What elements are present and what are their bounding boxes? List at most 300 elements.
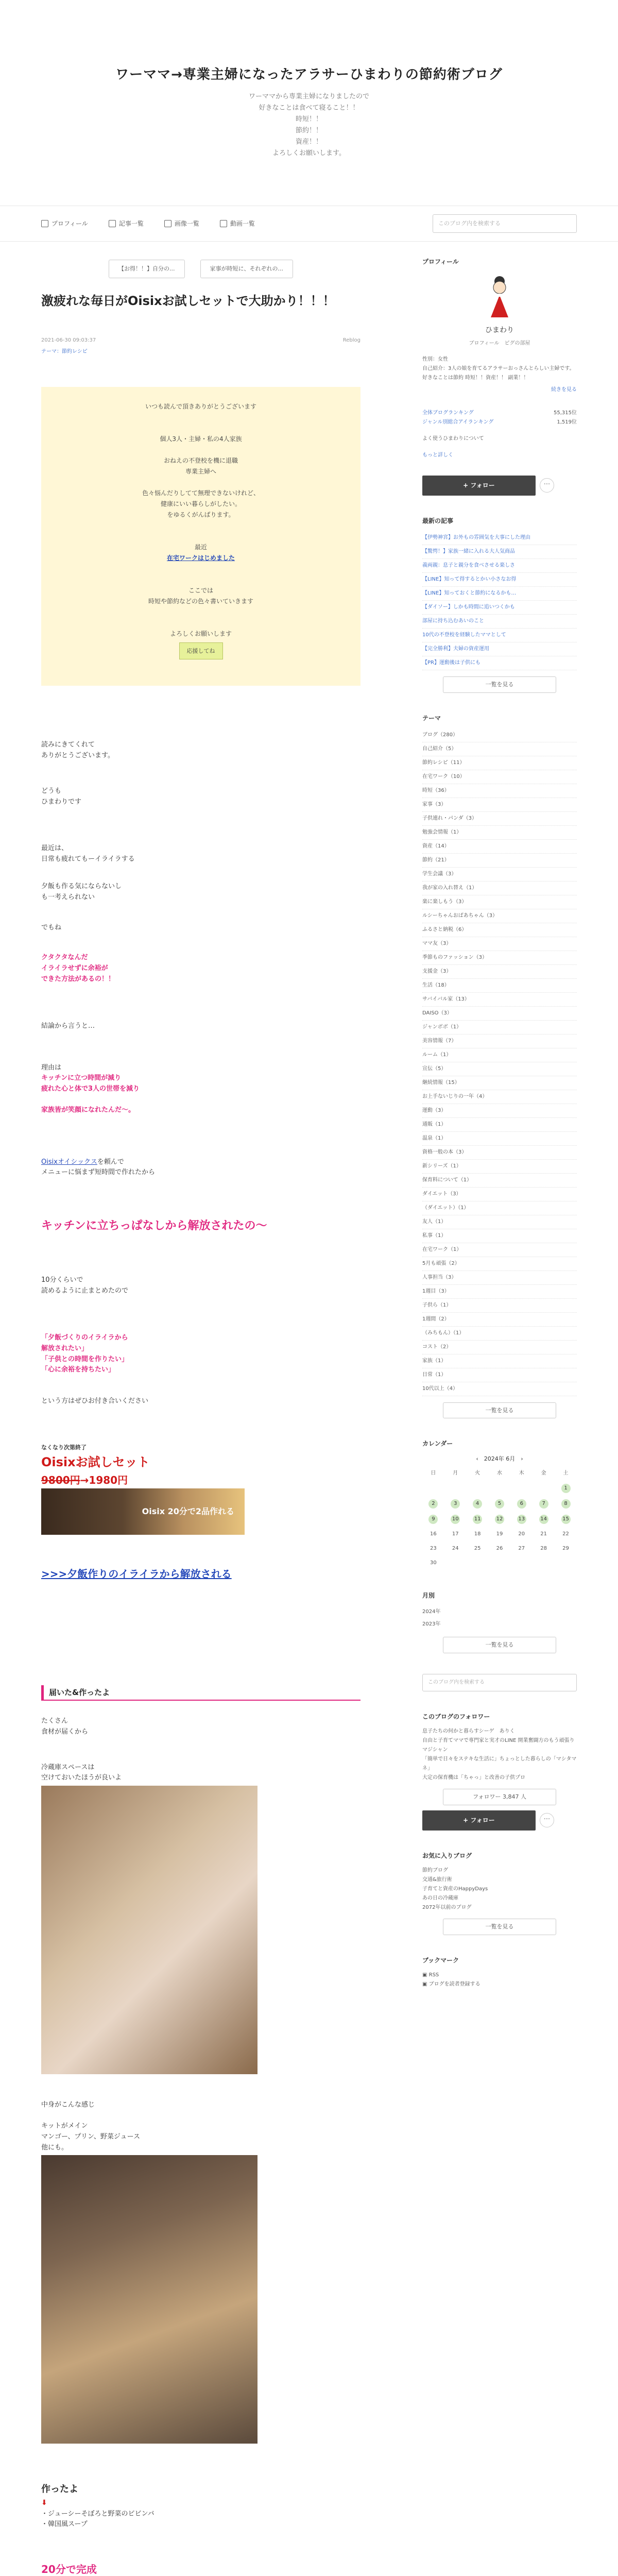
box-line: 専業主婦へ — [185, 468, 216, 476]
favorite-item[interactable]: 節約ブログ — [422, 1868, 448, 1874]
box-line — [62, 574, 340, 585]
theme-item[interactable]: コスト（2） — [422, 1341, 577, 1354]
follow-button[interactable]: + フォロー — [422, 476, 536, 496]
calendar-day[interactable] — [422, 1512, 444, 1527]
prev-month-icon[interactable]: ‹ — [476, 1455, 478, 1462]
more-icon[interactable]: ··· — [540, 1813, 554, 1827]
recent-item[interactable]: 10代の不登校を経験したママとして — [422, 629, 577, 642]
theme-item[interactable]: ママ友（3） — [422, 937, 577, 951]
text-line: マンゴー、プリン、野菜ジュース — [41, 2132, 141, 2141]
archive-list — [422, 1606, 577, 1631]
recent-block — [422, 516, 577, 693]
blog-title[interactable]: ワーママ→専業主婦になったアラサーひまわりの節約術ブログ — [115, 67, 503, 82]
calendar-day — [467, 1556, 489, 1570]
paragraph: という方はぜひお付き合いください — [41, 1397, 149, 1405]
post-meta — [41, 336, 360, 345]
theme-item[interactable]: お上手ないじりの一年（4） — [422, 1090, 577, 1104]
favorites-block — [422, 1851, 577, 1935]
calendar-day[interactable] — [533, 1512, 555, 1527]
recent-item[interactable]: 【完全勝利】夫婦の資産運用 — [422, 642, 577, 656]
list-item: ・韓国風スープ — [41, 2520, 88, 2529]
calendar-day[interactable] — [444, 1512, 467, 1527]
follow-area — [422, 1810, 577, 1831]
recent-list — [422, 531, 577, 670]
theme-item[interactable]: 5月も頑張（2） — [422, 1257, 577, 1271]
banner-text: Oisix 20分で2品作れる — [142, 1506, 234, 1517]
headline: キッチンに立ちっぱなしから解放されたの〜 — [41, 1219, 267, 1233]
nav-articles[interactable] — [109, 219, 144, 229]
emphasis-paragraph: 家族皆が笑顔になれたんだ〜。 — [41, 1106, 135, 1114]
calendar-block — [422, 1439, 577, 1570]
theme-item[interactable]: ルーム（1） — [422, 1048, 577, 1062]
oisix-banner[interactable] — [41, 1488, 245, 1535]
delivery-photo[interactable] — [41, 1786, 258, 2074]
favorites-more-button[interactable]: 一覧を見る — [443, 1919, 556, 1935]
theme-item[interactable]: 継続情報（15） — [422, 1076, 577, 1090]
calendar-weekday: 火 — [475, 1470, 480, 1477]
theme-item[interactable]: ダイエット（3） — [422, 1188, 577, 1201]
box-line: 色々悩んだりしてて無理できないけれど、 — [142, 489, 260, 497]
recent-item[interactable]: 【PR】運動後は子供にも — [422, 656, 577, 670]
calendar-day — [422, 1481, 444, 1496]
favorite-item[interactable]: 子育てと資産のHappyDays — [422, 1886, 488, 1892]
box-line: 健康にいい暮らしがしたい。 — [160, 500, 241, 508]
theme-item[interactable]: 1週目（3） — [422, 1285, 577, 1299]
calendar-day[interactable] — [555, 1541, 577, 1556]
calendar-day-number: 9 — [428, 1515, 438, 1524]
box-line — [62, 445, 340, 455]
calendar-day-number: 13 — [517, 1515, 526, 1524]
calendar-day-number: 16 — [430, 1531, 437, 1537]
sidebar-heading: カレンダー — [422, 1440, 453, 1448]
sidebar-heading: 最新の記事 — [422, 517, 454, 524]
more-icon[interactable]: ··· — [540, 478, 554, 493]
theme-item[interactable]: 時短（36） — [422, 784, 577, 798]
theme-item[interactable]: （ダイエット）（1） — [422, 1201, 577, 1215]
text-line: 他にも。 — [41, 2143, 68, 2151]
subscribe-icon: ▣ — [422, 1981, 427, 1987]
rss-icon: ▣ — [422, 1972, 427, 1978]
bookmark-list — [422, 1971, 577, 1989]
post-date: 2021-06-30 09:03:37 — [41, 337, 96, 344]
text-line: 10分くらいで — [41, 1276, 83, 1284]
theme-item[interactable]: 保育料について（1） — [422, 1174, 577, 1188]
text-line: 日常も疲れてもーイライラする — [41, 855, 135, 863]
box-line: 最近 — [194, 544, 207, 551]
calendar-day-number: 8 — [561, 1499, 571, 1509]
paragraph — [41, 843, 360, 865]
calendar-weekday: 木 — [519, 1470, 524, 1477]
text-line: ありがとうございます。 — [41, 751, 114, 759]
profile-tabs[interactable]: ブロフィール ピグの部屋 — [469, 340, 530, 346]
theme-item[interactable]: 私事（1） — [422, 1229, 577, 1243]
theme-item[interactable]: ジャンボボ（1） — [422, 1021, 577, 1035]
calendar-day[interactable] — [510, 1496, 533, 1512]
follower-item[interactable]: 息子たちの何かと暮らすシーゲ ありく — [422, 1728, 515, 1735]
box-line: おねえの不登校を機に退職 — [163, 457, 238, 465]
text-line: 読みにきてくれて — [41, 741, 95, 749]
calendar-day-number: 2 — [428, 1499, 438, 1509]
followers-list — [422, 1727, 577, 1783]
article-pager — [41, 260, 360, 278]
calendar-day-number: 4 — [473, 1499, 482, 1509]
text-line: を頼んで — [97, 1158, 124, 1166]
calendar-day[interactable] — [489, 1496, 511, 1512]
follower-item[interactable]: 「簡単で日々をステキな生活に」ちょっとした暮らしの「マシタマネ」 — [422, 1756, 577, 1772]
calendar-day-number: 30 — [430, 1560, 437, 1566]
box-line: ここでは — [188, 587, 213, 595]
calendar-day-number: 10 — [451, 1515, 460, 1524]
calendar-weekday: 月 — [453, 1470, 458, 1477]
theme-more-button[interactable]: 一覧を見る — [443, 1402, 556, 1419]
main-column — [41, 257, 360, 2576]
calendar-day[interactable] — [510, 1541, 533, 1556]
recent-item[interactable]: 【驚愕！】家族一緒に入れる大人気商品 — [422, 545, 577, 559]
text-line: 食材が届くから — [41, 1727, 89, 1736]
calendar-day[interactable] — [422, 1527, 444, 1541]
sidebar-heading: このブログのフォロワー — [422, 1713, 490, 1721]
calendar-day — [510, 1481, 533, 1496]
paragraph — [41, 740, 360, 761]
theme-item[interactable]: 在宅ワーク（10） — [422, 770, 577, 784]
paragraph — [41, 786, 360, 808]
recent-item[interactable]: 【ダイソー】しかも時間に追いつくかも — [422, 601, 577, 615]
favorite-item[interactable]: 交通&旅行術 — [422, 1877, 452, 1883]
theme-item[interactable]: 季節ものファッション（3） — [422, 951, 577, 965]
text-line: 最近は、 — [41, 844, 68, 853]
calendar-day[interactable] — [467, 1527, 489, 1541]
subscribe-link[interactable] — [422, 1980, 577, 1989]
calendar-day[interactable] — [555, 1512, 577, 1527]
theme-item[interactable]: 日常（1） — [422, 1368, 577, 1382]
box-line — [62, 520, 340, 531]
calendar-day-number: 3 — [451, 1499, 460, 1509]
nav-label: 記事一覧 — [118, 219, 144, 227]
calendar-day[interactable] — [422, 1556, 444, 1570]
made-title: 作ったよ — [41, 2484, 78, 2495]
follow-button[interactable]: + フォロー — [422, 1810, 536, 1831]
sidebar-search — [422, 1674, 577, 1691]
calendar-weekday: 水 — [496, 1470, 502, 1477]
calendar-day[interactable] — [444, 1496, 467, 1512]
text-line: できた方法があるの！！ — [41, 975, 115, 983]
deal-price — [41, 1472, 360, 1488]
calendar-day-number: 21 — [540, 1531, 547, 1537]
cta-block — [41, 1566, 360, 1582]
box-line — [62, 607, 340, 618]
text-line: たくさん — [41, 1717, 68, 1725]
calendar-day — [444, 1556, 467, 1570]
calendar-day[interactable] — [555, 1496, 577, 1512]
calendar-day — [533, 1556, 555, 1570]
desc-line: 節約！！ — [295, 126, 322, 134]
calendar-day[interactable] — [533, 1496, 555, 1512]
text-line: メニューに悩まず短時間で作れたから — [41, 1168, 156, 1177]
nav-label: プロフィール — [52, 219, 88, 227]
text-line: 疲れた心と体で3人の世帯を減り — [41, 1085, 140, 1093]
text-line: イライラせずに余裕が — [41, 964, 108, 973]
rss-link[interactable] — [422, 1971, 577, 1980]
section-heading: 届いた&作ったよ — [41, 1685, 360, 1701]
theme-item[interactable]: 通販（1） — [422, 1118, 577, 1132]
recent-item[interactable]: 【LINE】知って得するとかい小さなお得 — [422, 573, 577, 587]
paragraph — [41, 882, 360, 903]
ranking-link[interactable]: ジャンル別総合アイランキング — [422, 419, 494, 425]
cta-link[interactable]: >>>夕飯作りのイライラから解放される — [41, 1568, 232, 1581]
deal-title[interactable]: Oisixお試しセット — [41, 1454, 150, 1469]
calendar-table — [422, 1466, 577, 1570]
blog-header — [0, 0, 618, 180]
ranking-value: 55,315位 — [554, 410, 577, 416]
text-line: 空けておいたほうが良いよ — [41, 1774, 122, 1782]
calendar-day[interactable] — [489, 1541, 511, 1556]
box-line: よろしくお願いします — [169, 630, 232, 638]
oisix-link[interactable]: Oisixオイシックス — [41, 1158, 97, 1166]
text-line: 冷蔵庫スペースは — [41, 1763, 95, 1771]
calendar-day-number: 29 — [562, 1546, 569, 1552]
favorite-item[interactable]: 2072年以前のブログ — [422, 1905, 472, 1911]
box-line — [62, 412, 340, 423]
sidebar-heading: 月別 — [422, 1592, 435, 1600]
theme-item[interactable]: 新シリーズ（1） — [422, 1160, 577, 1174]
calendar-day[interactable] — [533, 1527, 555, 1541]
sidebar-heading: ブックマーク — [422, 1956, 459, 1964]
favorites-list — [422, 1866, 577, 1912]
box-line — [62, 477, 340, 488]
calendar-day-number: 24 — [452, 1546, 459, 1552]
text-line: キットがメイン — [41, 2122, 88, 2130]
old-price: 9800円 — [41, 1474, 80, 1487]
sidebar-heading: プロフィール — [422, 258, 459, 266]
calendar-day — [444, 1481, 467, 1496]
theme-item[interactable]: 節約レシピ（11） — [422, 756, 577, 770]
nav-label: 動画一覧 — [230, 219, 255, 227]
calendar-day — [489, 1481, 511, 1496]
recent-item[interactable]: 義両親：息子と親分を食べさせる楽しさ — [422, 559, 577, 573]
theme-item[interactable]: 家事（3） — [422, 798, 577, 812]
profile-block — [422, 257, 577, 496]
archive-item[interactable]: 2024年 — [422, 1609, 441, 1615]
list-icon — [109, 220, 116, 227]
theme-item[interactable]: 資格一般の本（3） — [422, 1146, 577, 1160]
box-line: をゆるくがんばります。 — [167, 511, 235, 519]
theme-item[interactable]: 宣伝（5） — [422, 1062, 577, 1076]
intro-box — [41, 387, 360, 686]
theme-item[interactable]: DAISO（3） — [422, 1007, 577, 1021]
reblog-button[interactable]: Reblog — [342, 337, 360, 344]
ranking-link[interactable]: 全体ブログランキング — [422, 410, 474, 416]
calendar-day[interactable] — [467, 1541, 489, 1556]
desc-line: よろしくお願いします。 — [272, 149, 346, 158]
calendar-day[interactable] — [444, 1527, 467, 1541]
recent-item[interactable]: 部屋に持ち込むあいのこと — [422, 615, 577, 629]
text-line: も一考えられない — [41, 893, 95, 901]
calendar-day-number: 23 — [430, 1546, 437, 1552]
desc-line: ワーママから専業主婦になりましたので — [248, 92, 369, 100]
archive-more-button[interactable]: 一覧を見る — [443, 1637, 556, 1653]
calendar-day-number: 1 — [561, 1484, 571, 1493]
list-item: ・ジューシーそぼろと野菜のビビンバ — [41, 2510, 154, 2518]
calendar-day-number: 25 — [474, 1546, 481, 1552]
blog-description — [0, 91, 618, 160]
theme-item[interactable]: 10代以上（4） — [422, 1382, 577, 1396]
recent-item[interactable]: 【LINE】知っておくと節約になるかも… — [422, 587, 577, 601]
ranking-more-link[interactable]: もっと詳しく — [422, 452, 453, 458]
calendar-day[interactable] — [510, 1527, 533, 1541]
calendar-day[interactable] — [489, 1527, 511, 1541]
theme-item[interactable]: 資産（14） — [422, 840, 577, 854]
followers-count[interactable]: フォロワー 3,847 人 — [443, 1789, 556, 1805]
favorite-item[interactable]: あの日の冷蔵庫 — [422, 1895, 458, 1902]
calendar-day-number: 7 — [539, 1499, 548, 1509]
sidebar-search-input[interactable]: このブログ内を検索する — [422, 1674, 577, 1691]
box-line — [62, 618, 340, 629]
box-line: 時短や節約などの色々書いていきます — [148, 598, 253, 605]
theme-item[interactable]: 子供ら（1） — [422, 1299, 577, 1313]
theme-item[interactable]: 美容情報（7） — [422, 1035, 577, 1048]
support-button[interactable]: 応援してね — [179, 642, 223, 659]
theme-item[interactable]: 勉強会情報（1） — [422, 826, 577, 840]
follower-item[interactable]: 大定の保育機は「ちゃっ」と改善の子供プロ — [422, 1775, 525, 1781]
calendar-day-number: 17 — [452, 1531, 459, 1537]
text-line: どうも — [41, 787, 62, 795]
emphasis-paragraph — [41, 1073, 360, 1095]
theme-item[interactable]: 友人（1） — [422, 1215, 577, 1229]
emphasis-paragraph — [41, 953, 360, 985]
text-line: 「子供との時間を作りたい」 — [41, 1355, 129, 1363]
paragraph — [41, 2121, 360, 2153]
theme-item[interactable]: 家族（1） — [422, 1354, 577, 1368]
video-icon — [220, 220, 227, 227]
calendar-day[interactable] — [555, 1481, 577, 1496]
desc-line: 好きなことは食べて寝ること！！ — [259, 104, 359, 112]
theme-item[interactable]: ふるさと納税（6） — [422, 923, 577, 937]
archive-block — [422, 1591, 577, 1653]
bookmark-block — [422, 1956, 577, 1989]
post-title[interactable]: 激疲れな毎日がOisixお試しセットで大助かり！！！ — [41, 293, 335, 308]
calendar-day-number: 11 — [473, 1515, 482, 1524]
theme-item[interactable]: 生活（18） — [422, 979, 577, 993]
theme-item[interactable]: ブログ（280） — [422, 728, 577, 742]
theme-item[interactable]: サバイバル家（13） — [422, 993, 577, 1007]
recent-item[interactable]: 【伊勢神宮】お外もの雰囲気を大事にした理由 — [422, 531, 577, 545]
profile-text — [422, 355, 577, 383]
contents-photo[interactable] — [41, 2155, 258, 2444]
calendar-day[interactable] — [444, 1541, 467, 1556]
theme-block — [422, 714, 577, 1419]
down-arrow-icon: ⬇ — [41, 2499, 47, 2507]
calendar-day — [533, 1481, 555, 1496]
paragraph — [41, 1275, 360, 1297]
followers-block — [422, 1712, 577, 1831]
theme-item[interactable]: ルシーちゃんおばあちゃん（3） — [422, 909, 577, 923]
profile-more-link[interactable]: 続きを見る — [551, 386, 577, 393]
text-line: 解放されたい」 — [41, 1344, 89, 1352]
theme-item[interactable]: 節約（21） — [422, 854, 577, 868]
calendar-day[interactable] — [422, 1496, 444, 1512]
theme-item[interactable]: 子供連れ・パンダ（3） — [422, 812, 577, 826]
calendar-day — [489, 1556, 511, 1570]
calendar-day — [555, 1556, 577, 1570]
nav-label: 画像一覧 — [174, 219, 199, 227]
theme-item[interactable]: 運動（3） — [422, 1104, 577, 1118]
theme-item[interactable]: 楽に楽しもう（3） — [422, 895, 577, 909]
avatar[interactable] — [482, 272, 518, 318]
archive-item[interactable]: 2023年 — [422, 1621, 441, 1628]
prev-article-link[interactable]: 【お得！！】自分の... — [109, 260, 185, 278]
box-line — [62, 531, 340, 542]
nav-videos[interactable] — [220, 219, 255, 229]
calendar-day-number: 6 — [517, 1499, 526, 1509]
calendar-day-number: 27 — [518, 1546, 525, 1552]
nav-images[interactable] — [164, 219, 199, 229]
deal-block — [41, 1443, 360, 1535]
theme-item[interactable]: 人事担当（3） — [422, 1271, 577, 1285]
paragraph — [41, 1716, 360, 1738]
nav-search-input[interactable]: このブログ内を検索する — [433, 214, 577, 233]
box-line — [62, 423, 340, 434]
follower-item[interactable]: 自由と子育てママで専門家と実才のLINE 開業奮闘方のもう頑張りマジシャン — [422, 1738, 575, 1753]
theme-item[interactable]: 支援金（3） — [422, 965, 577, 979]
paragraph: でもね — [41, 923, 62, 931]
calendar-day[interactable] — [489, 1512, 511, 1527]
calendar-day — [467, 1481, 489, 1496]
new-price: →1980円 — [80, 1474, 128, 1487]
next-article-link[interactable]: 家事が時短に、それぞれの... — [200, 260, 294, 278]
text-line: クタクタなんだ — [41, 954, 88, 962]
next-month-icon[interactable]: › — [521, 1455, 523, 1462]
calendar-weekday: 金 — [541, 1470, 546, 1477]
calendar-day[interactable] — [422, 1541, 444, 1556]
calendar-day[interactable] — [510, 1512, 533, 1527]
theme-item[interactable]: 学生会議（3） — [422, 868, 577, 882]
theme-item[interactable]: （みちもん）（1） — [422, 1327, 577, 1341]
text-line: キッチンに立つ時間が減り — [41, 1074, 122, 1082]
paragraph: 結論から言うと… — [41, 1022, 95, 1030]
box-line: 個人3人・主婦・私の4人家族 — [160, 435, 242, 443]
box-line — [62, 564, 340, 574]
profile-name[interactable]: ひまわり — [485, 326, 514, 335]
paragraph — [41, 1762, 360, 1784]
calendar-day[interactable] — [555, 1527, 577, 1541]
theme-item[interactable]: 1週間（2） — [422, 1313, 577, 1327]
calendar-day-number: 22 — [562, 1531, 569, 1537]
theme-item[interactable]: 在宅ワーク（1） — [422, 1243, 577, 1257]
calendar-day-number: 12 — [495, 1515, 504, 1524]
theme-item[interactable]: 自己紹介（5） — [422, 742, 577, 756]
bookmark-label: ブログを読者登録する — [428, 1981, 480, 1987]
theme-item[interactable]: 我が家の入れ替え（1） — [422, 882, 577, 895]
sidebar-heading: テーマ — [422, 714, 441, 722]
paragraph: 理由は — [41, 1063, 62, 1072]
calendar-day[interactable] — [467, 1512, 489, 1527]
desc-line: 資産！！ — [295, 138, 322, 146]
nav-profile[interactable] — [41, 219, 88, 229]
post-theme-link[interactable]: テーマ：節約レシピ — [41, 349, 88, 355]
theme-item[interactable]: 温泉（1） — [422, 1132, 577, 1146]
remote-work-link[interactable]: 在宅ワークはじめました — [166, 554, 235, 562]
calendar-day[interactable] — [467, 1496, 489, 1512]
recent-more-button[interactable]: 一覧を見る — [443, 676, 556, 693]
calendar-weekday: 土 — [563, 1470, 569, 1477]
calendar-day[interactable] — [533, 1541, 555, 1556]
ranking — [422, 409, 577, 460]
calendar-weekday: 日 — [431, 1470, 436, 1477]
text-line: 夕飯も作る気にならないし — [41, 882, 122, 890]
global-nav — [0, 206, 618, 242]
calendar-day-number: 15 — [561, 1515, 571, 1524]
calendar-day-number: 14 — [539, 1515, 548, 1524]
